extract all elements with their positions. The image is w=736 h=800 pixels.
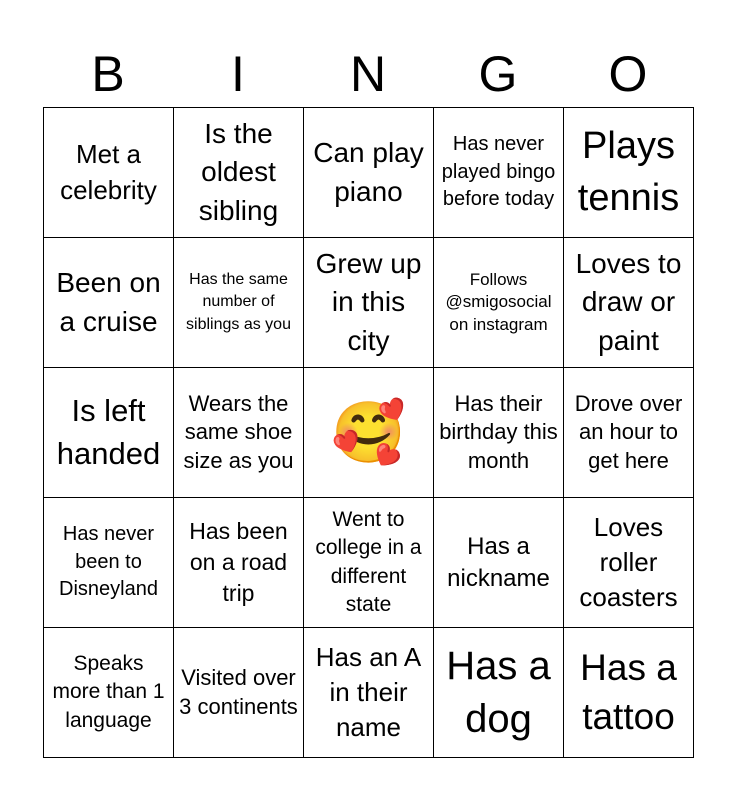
header-letter-i: I <box>231 46 245 102</box>
cell-text: Visited over 3 continents <box>179 664 298 719</box>
bingo-cell-r5c3[interactable] <box>304 628 434 758</box>
bingo-cell-r2c3[interactable] <box>304 238 434 368</box>
cell-text: Follows @smigosocial on instagram <box>445 270 552 334</box>
bingo-cell-r1c1[interactable] <box>44 108 174 238</box>
bingo-grid <box>43 107 694 758</box>
bingo-header <box>43 40 693 108</box>
cell-text: Wears the same shoe size as you <box>183 390 294 473</box>
cell-text: Plays tennis <box>577 125 680 219</box>
header-letter-g: G <box>478 46 518 102</box>
bingo-cell-r1c4[interactable] <box>434 108 564 238</box>
cell-text: Has an A in their name <box>315 641 422 743</box>
bingo-cell-r4c1[interactable] <box>44 498 174 628</box>
free-space[interactable] <box>304 368 434 498</box>
cell-text: Been on a cruise <box>56 266 161 337</box>
bingo-cell-r4c4[interactable] <box>434 498 564 628</box>
bingo-cell-r2c5[interactable] <box>564 238 694 368</box>
bingo-cell-r2c2[interactable] <box>174 238 304 368</box>
bingo-cell-r4c2[interactable] <box>174 498 304 628</box>
cell-text: Drove over an hour to get here <box>574 390 683 473</box>
cell-text: Has a tattoo <box>580 647 677 737</box>
bingo-cell-r4c3[interactable] <box>304 498 434 628</box>
cell-text: Can play piano <box>313 136 424 207</box>
cell-text: Met a celebrity <box>60 139 157 205</box>
cell-text: Grew up in this city <box>315 247 422 356</box>
bingo-cell-r3c1[interactable] <box>44 368 174 498</box>
cell-text: Loves roller coasters <box>579 511 678 613</box>
cell-text: Went to college in a different state <box>315 507 422 616</box>
header-letter-o: O <box>608 46 648 102</box>
header-letter-n: N <box>349 46 387 102</box>
bingo-cell-r5c4[interactable] <box>434 628 564 758</box>
bingo-cell-r3c5[interactable] <box>564 368 694 498</box>
cell-text: Has a nickname <box>447 533 550 592</box>
bingo-cell-r3c2[interactable] <box>174 368 304 498</box>
header-letter-b: B <box>91 46 125 102</box>
cell-text: Has their birthday this month <box>439 390 558 473</box>
cell-text: Has never played bingo before today <box>441 133 556 211</box>
cell-text: Has been on a road trip <box>189 517 288 607</box>
cell-text: Has a dog <box>446 643 551 741</box>
bingo-cell-r5c1[interactable] <box>44 628 174 758</box>
bingo-cell-r1c2[interactable] <box>174 108 304 238</box>
bingo-cell-r5c5[interactable] <box>564 628 694 758</box>
cell-text: Has never been to Disneyland <box>59 523 158 601</box>
bingo-cell-r4c5[interactable] <box>564 498 694 628</box>
cell-text: Is the oldest sibling <box>198 117 279 226</box>
cell-text: Is left handed <box>56 392 161 471</box>
cell-text: Loves to draw or paint <box>575 247 682 356</box>
smiling-face-with-hearts-icon: 🥰 <box>331 398 406 466</box>
bingo-cell-r3c4[interactable] <box>434 368 564 498</box>
bingo-cell-r5c2[interactable] <box>174 628 304 758</box>
bingo-cell-r2c4[interactable] <box>434 238 564 368</box>
bingo-cell-r1c5[interactable] <box>564 108 694 238</box>
cell-text: Speaks more than 1 language <box>52 651 165 732</box>
bingo-cell-r2c1[interactable] <box>44 238 174 368</box>
bingo-cell-r1c3[interactable] <box>304 108 434 238</box>
cell-text: Has the same number of siblings as you <box>186 271 291 333</box>
